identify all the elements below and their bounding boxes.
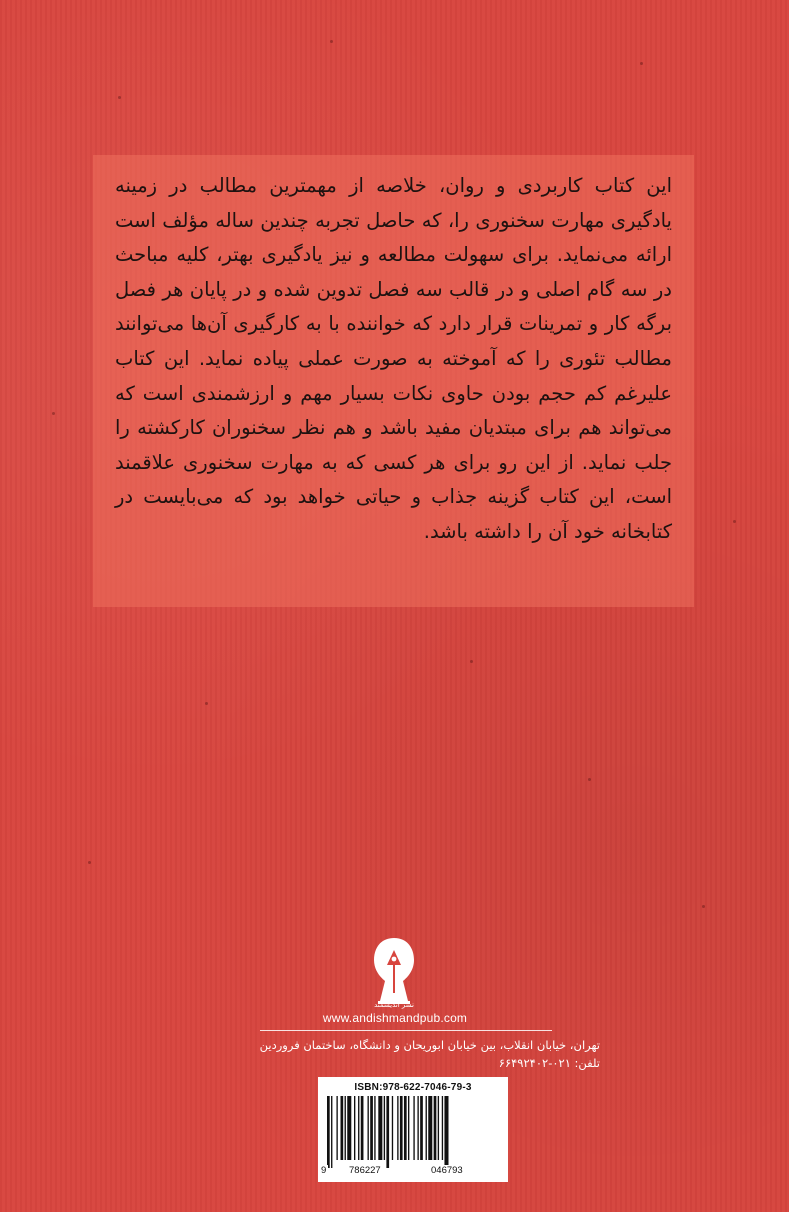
paper-speck [640,62,643,65]
divider [260,1030,552,1031]
barcode-bar [420,1096,423,1160]
barcode-bar [413,1096,414,1160]
barcode-bar [444,1096,448,1168]
barcode-bar [408,1096,409,1160]
barcode-bar [426,1096,427,1160]
barcode-bar [354,1096,355,1160]
barcode-label [318,1077,508,1182]
barcode-bars [325,1096,501,1168]
barcode-bar [327,1096,330,1168]
paper-speck [733,520,736,523]
barcode-bar [386,1096,389,1168]
barcode-bar [358,1096,359,1160]
barcode-bar [428,1096,432,1160]
paper-speck [205,702,208,705]
barcode-digit-lead: 9 [321,1165,327,1176]
publisher-logo-caption: نشر اندیشمند [374,1001,414,1009]
barcode-bar [384,1096,385,1160]
blurb-text: این کتاب کاربردی و روان، خلاصه از مهمترین مطالب در زمینه یادگیری مهارت سخنوری را، که حاصل تجربه چندین ساله مؤلف است ارائه می‌نماید. برای سهولت مطالعه و نیز یادگیری بهتر، کلیه مباحث در سه گام اصلی و در قالب سه فصل تدوین شده و در پایان هر فصل برگه کار و تمرینات قرار دارد که خواننده با به کارگیری آن‌ها می‌توانند مطالب تئوری را که آموخته به صورت عملی پیاده نماید. این کتاب علیرغم کم حجم بودن حاوی نکات بسیار مهم و ارزشمندی است که می‌تواند هم برای مبتدیان مفید باشد و هم نظر سخنوران کارکشته را جلب نماید. از این رو برای هر کسی که به مهارت سخنوری علاقمند است، این کتاب گزینه جذاب و حیاتی خواهد بود که می‌بایست در کتابخانه خود آن را داشته باشد. [115,174,672,543]
barcode-bar [404,1096,407,1160]
barcode-bar [438,1096,439,1160]
keyhole-pen-icon [368,935,420,1007]
barcode-bar [374,1096,375,1160]
paper-speck [330,40,333,43]
isbn-text: ISBN:978-622-7046-79-3 [354,1082,472,1093]
barcode-digits-right: 046793 [431,1165,463,1176]
barcode-bar [392,1096,393,1160]
barcode-bar [434,1096,437,1160]
barcode-bar [331,1096,332,1168]
publisher-address: تهران، خیابان انقلاب، بین خیابان ابوریحان و دانشگاه، ساختمان فروردین [259,1038,600,1052]
blurb-panel [93,155,694,607]
barcode-bar [370,1096,373,1160]
barcode-bar [417,1096,418,1160]
paper-speck [118,96,121,99]
barcode-bar [442,1096,443,1160]
publisher-website-link[interactable]: www.andishmandpub.com [322,1011,468,1025]
barcode-bar [336,1096,337,1160]
barcode-bar [347,1096,351,1160]
barcode-bar [400,1096,403,1160]
barcode-bar [397,1096,398,1160]
barcode-bar [368,1096,369,1160]
paper-speck [88,861,91,864]
paper-speck [470,660,473,663]
paper-speck [702,905,705,908]
barcode-bar [345,1096,346,1160]
paper-speck [588,778,591,781]
barcode-digits [321,1165,501,1180]
barcode-digits-left: 786227 [349,1165,381,1176]
barcode-bar [341,1096,344,1160]
barcode-bar [361,1096,364,1160]
barcode-bar [378,1096,382,1160]
publisher-phone: تلفن: ۰۲۱-۶۶۴۹۲۴۰۲ [498,1056,600,1070]
paper-speck [52,412,55,415]
